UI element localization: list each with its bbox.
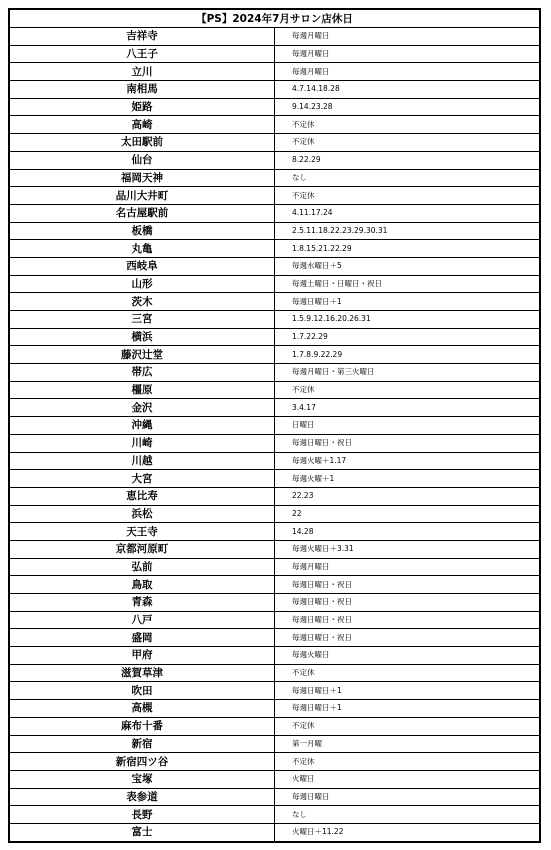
store-name-cell: 鳥取 xyxy=(9,576,275,594)
table-row xyxy=(9,134,540,152)
store-name-cell: 浜松 xyxy=(9,505,275,523)
closed-days-cell: 8.22.29 xyxy=(275,151,541,169)
closed-days-cell: 9.14.23.28 xyxy=(275,98,541,116)
table-row xyxy=(9,505,540,523)
closed-days-cell: 毎週日曜日・祝日 xyxy=(275,594,541,612)
table-row xyxy=(9,823,540,841)
closed-days-cell: 1.7.8.9.22.29 xyxy=(275,346,541,364)
closed-days-cell: 毎週火曜日 xyxy=(275,647,541,665)
closed-days-cell: 毎週月曜日 xyxy=(275,558,541,576)
store-name-cell: 宝塚 xyxy=(9,770,275,788)
table-row xyxy=(9,293,540,311)
table-row xyxy=(9,63,540,81)
store-name-cell: 茨木 xyxy=(9,293,275,311)
table-row xyxy=(9,204,540,222)
closed-days-cell: 不定休 xyxy=(275,116,541,134)
table-row xyxy=(9,311,540,329)
table-row xyxy=(9,381,540,399)
table-row xyxy=(9,328,540,346)
closed-days-cell: 毎週火曜＋1.17 xyxy=(275,452,541,470)
table-row xyxy=(9,151,540,169)
closed-days-cell: 1.5.9.12.16.20.26.31 xyxy=(275,311,541,329)
closed-days-cell: 毎週土曜日・日曜日・祝日 xyxy=(275,275,541,293)
table-row xyxy=(9,558,540,576)
table-row xyxy=(9,346,540,364)
table-row xyxy=(9,540,540,558)
table-row xyxy=(9,275,540,293)
store-name-cell: 恵比寿 xyxy=(9,487,275,505)
table-row xyxy=(9,222,540,240)
store-name-cell: 仙台 xyxy=(9,151,275,169)
closed-days-cell: 毎週水曜日＋5 xyxy=(275,257,541,275)
store-name-cell: 川崎 xyxy=(9,434,275,452)
closed-days-cell: 第一月曜 xyxy=(275,735,541,753)
store-name-cell: 沖縄 xyxy=(9,417,275,435)
closed-days-cell: 毎週月曜日 xyxy=(275,45,541,63)
table-row xyxy=(9,594,540,612)
store-name-cell: 大宮 xyxy=(9,470,275,488)
closed-days-cell: 22.23 xyxy=(275,487,541,505)
table-row xyxy=(9,81,540,99)
closed-days-cell: 毎週月曜日 xyxy=(275,63,541,81)
closed-days-cell: 火曜日＋11.22 xyxy=(275,823,541,841)
store-name-cell: 三宮 xyxy=(9,311,275,329)
table-row xyxy=(9,523,540,541)
table-row xyxy=(9,700,540,718)
table-row xyxy=(9,116,540,134)
closed-days-cell: 毎週日曜日・祝日 xyxy=(275,611,541,629)
closed-days-cell: 毎週月曜日・第三火曜日 xyxy=(275,364,541,382)
store-name-cell: 川越 xyxy=(9,452,275,470)
store-name-cell: 南相馬 xyxy=(9,81,275,99)
table-row xyxy=(9,664,540,682)
store-name-cell: 名古屋駅前 xyxy=(9,204,275,222)
store-name-cell: 吹田 xyxy=(9,682,275,700)
store-name-cell: 福岡天神 xyxy=(9,169,275,187)
closed-days-cell: 22 xyxy=(275,505,541,523)
store-name-cell: 滋賀草津 xyxy=(9,664,275,682)
closure-table xyxy=(8,8,541,843)
closed-days-cell: 4.7.14.18.28 xyxy=(275,81,541,99)
table-row xyxy=(9,240,540,258)
closed-days-cell: なし xyxy=(275,169,541,187)
store-name-cell: 西岐阜 xyxy=(9,257,275,275)
store-name-cell: 丸亀 xyxy=(9,240,275,258)
closed-days-cell: 毎週日曜日＋1 xyxy=(275,682,541,700)
closed-days-cell: 毎週日曜日・祝日 xyxy=(275,629,541,647)
store-name-cell: 長野 xyxy=(9,806,275,824)
closed-days-cell: 不定休 xyxy=(275,381,541,399)
store-name-cell: 橿原 xyxy=(9,381,275,399)
closed-days-cell: 毎週日曜日＋1 xyxy=(275,293,541,311)
table-row xyxy=(9,364,540,382)
closed-days-cell: 毎週日曜日＋1 xyxy=(275,700,541,718)
store-name-cell: 弘前 xyxy=(9,558,275,576)
closed-days-cell: 毎週日曜日 xyxy=(275,788,541,806)
store-name-cell: 青森 xyxy=(9,594,275,612)
store-name-cell: 盛岡 xyxy=(9,629,275,647)
closed-days-cell: 14.28 xyxy=(275,523,541,541)
closed-days-cell: 不定休 xyxy=(275,134,541,152)
closed-days-cell: 4.11.17.24 xyxy=(275,204,541,222)
store-name-cell: 帯広 xyxy=(9,364,275,382)
table-row xyxy=(9,647,540,665)
table-row xyxy=(9,629,540,647)
table-row xyxy=(9,770,540,788)
store-name-cell: 京都河原町 xyxy=(9,540,275,558)
table-row xyxy=(9,682,540,700)
store-name-cell: 高槻 xyxy=(9,700,275,718)
store-name-cell: 藤沢辻堂 xyxy=(9,346,275,364)
store-name-cell: 金沢 xyxy=(9,399,275,417)
store-name-cell: 吉祥寺 xyxy=(9,28,275,46)
table-row xyxy=(9,434,540,452)
table-row xyxy=(9,753,540,771)
store-name-cell: 麻布十番 xyxy=(9,717,275,735)
store-name-cell: 立川 xyxy=(9,63,275,81)
table-row xyxy=(9,452,540,470)
closed-days-cell: 不定休 xyxy=(275,187,541,205)
closed-days-cell: 毎週月曜日 xyxy=(275,28,541,46)
table-row xyxy=(9,717,540,735)
table-row xyxy=(9,470,540,488)
table-row xyxy=(9,806,540,824)
table-row xyxy=(9,45,540,63)
closed-days-cell: 1.7.22.29 xyxy=(275,328,541,346)
table-row xyxy=(9,576,540,594)
closed-days-cell: 毎週日曜日・祝日 xyxy=(275,434,541,452)
table-row xyxy=(9,487,540,505)
closed-days-cell: なし xyxy=(275,806,541,824)
store-name-cell: 甲府 xyxy=(9,647,275,665)
closed-days-cell: 火曜日 xyxy=(275,770,541,788)
table-row xyxy=(9,735,540,753)
table-row xyxy=(9,788,540,806)
table-row xyxy=(9,169,540,187)
store-name-cell: 天王寺 xyxy=(9,523,275,541)
closed-days-cell: 毎週火曜＋1 xyxy=(275,470,541,488)
table-row xyxy=(9,611,540,629)
closed-days-cell: 2.5.11.18.22.23.29.30.31 xyxy=(275,222,541,240)
store-name-cell: 表参道 xyxy=(9,788,275,806)
store-name-cell: 板橋 xyxy=(9,222,275,240)
table-row xyxy=(9,417,540,435)
closed-days-cell: 不定休 xyxy=(275,753,541,771)
store-name-cell: 品川大井町 xyxy=(9,187,275,205)
closed-days-cell: 毎週火曜日＋3.31 xyxy=(275,540,541,558)
store-name-cell: 八戸 xyxy=(9,611,275,629)
table-row xyxy=(9,98,540,116)
store-name-cell: 富士 xyxy=(9,823,275,841)
store-name-cell: 姫路 xyxy=(9,98,275,116)
closed-days-cell: 3.4.17 xyxy=(275,399,541,417)
closed-days-cell: 日曜日 xyxy=(275,417,541,435)
closed-days-cell: 不定休 xyxy=(275,717,541,735)
table-title: 【PS】2024年7月サロン店休日 xyxy=(9,9,540,28)
table-row xyxy=(9,399,540,417)
closed-days-cell: 不定休 xyxy=(275,664,541,682)
closed-days-cell: 1.8.15.21.22.29 xyxy=(275,240,541,258)
closed-days-cell: 毎週日曜日・祝日 xyxy=(275,576,541,594)
store-name-cell: 横浜 xyxy=(9,328,275,346)
table-row xyxy=(9,187,540,205)
store-name-cell: 山形 xyxy=(9,275,275,293)
store-name-cell: 新宿四ツ谷 xyxy=(9,753,275,771)
title-row xyxy=(9,9,540,28)
store-name-cell: 太田駅前 xyxy=(9,134,275,152)
store-name-cell: 八王子 xyxy=(9,45,275,63)
store-name-cell: 高崎 xyxy=(9,116,275,134)
store-name-cell: 新宿 xyxy=(9,735,275,753)
table-row xyxy=(9,28,540,46)
table-row xyxy=(9,257,540,275)
